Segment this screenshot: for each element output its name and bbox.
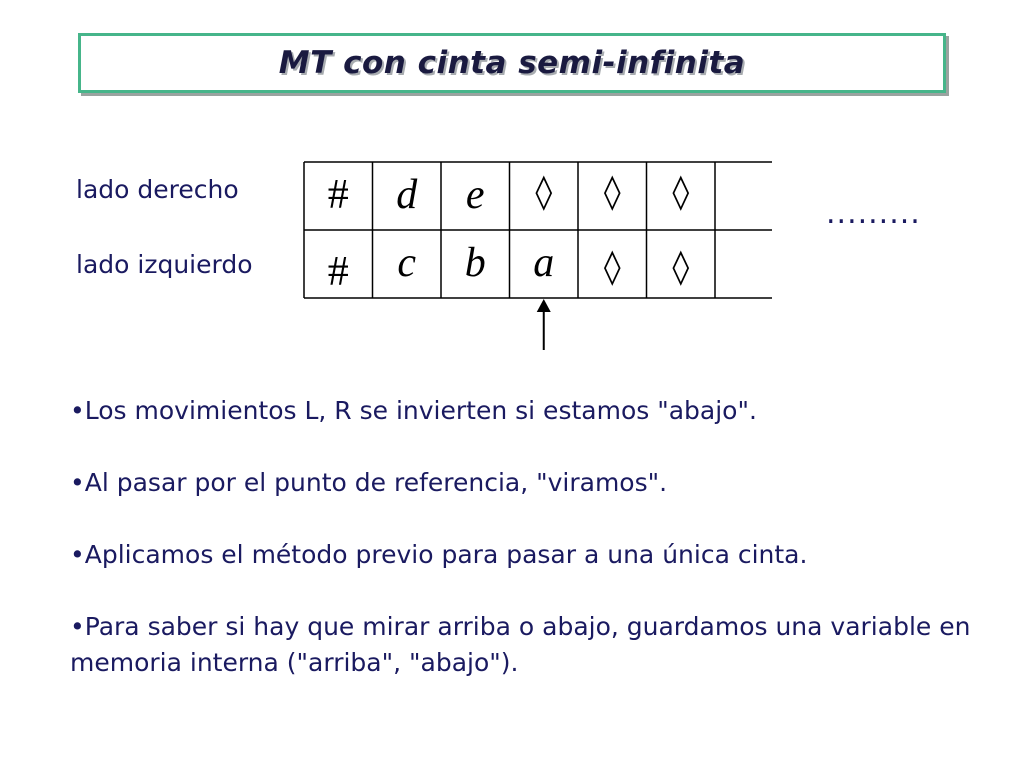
top-row-cell-2: e <box>465 172 485 218</box>
top-row-cell-5: ◊ <box>672 172 690 212</box>
bullet-list <box>70 393 1000 717</box>
label-right-side: lado derecho <box>76 175 239 204</box>
top-row-cell-0: # <box>327 172 349 218</box>
bottom-row-cell-1: c <box>397 240 417 286</box>
slide-title: MT con cinta semi-infinita <box>278 45 746 81</box>
bottom-row-cell-2: b <box>464 240 486 286</box>
top-row-cell-1: d <box>396 172 418 218</box>
tape-head-arrow <box>537 299 551 350</box>
bottom-row-cell-4: ◊ <box>603 247 621 287</box>
label-left-side: lado izquierdo <box>76 250 253 279</box>
top-row-cell-3: ◊ <box>535 172 553 212</box>
bottom-row-cell-0: # <box>327 249 349 295</box>
tape-continuation: ......... <box>826 196 921 231</box>
top-row-cell-4: ◊ <box>603 172 621 212</box>
bullet-item: •Para saber si hay que mirar arriba o abajo, guardamos una variable en memoria interna ("arriba", "abajo"). <box>70 612 971 677</box>
bottom-row-cell-5: ◊ <box>672 247 690 287</box>
tape-cells <box>328 172 690 295</box>
bullet-item: •Los movimientos L, R se invierten si estamos "abajo". <box>70 396 757 425</box>
bullet-item: •Aplicamos el método previo para pasar a una única cinta. <box>70 540 808 569</box>
bottom-row-cell-3: a <box>533 240 555 286</box>
bullet-item: •Al pasar por el punto de referencia, "viramos". <box>70 468 668 497</box>
